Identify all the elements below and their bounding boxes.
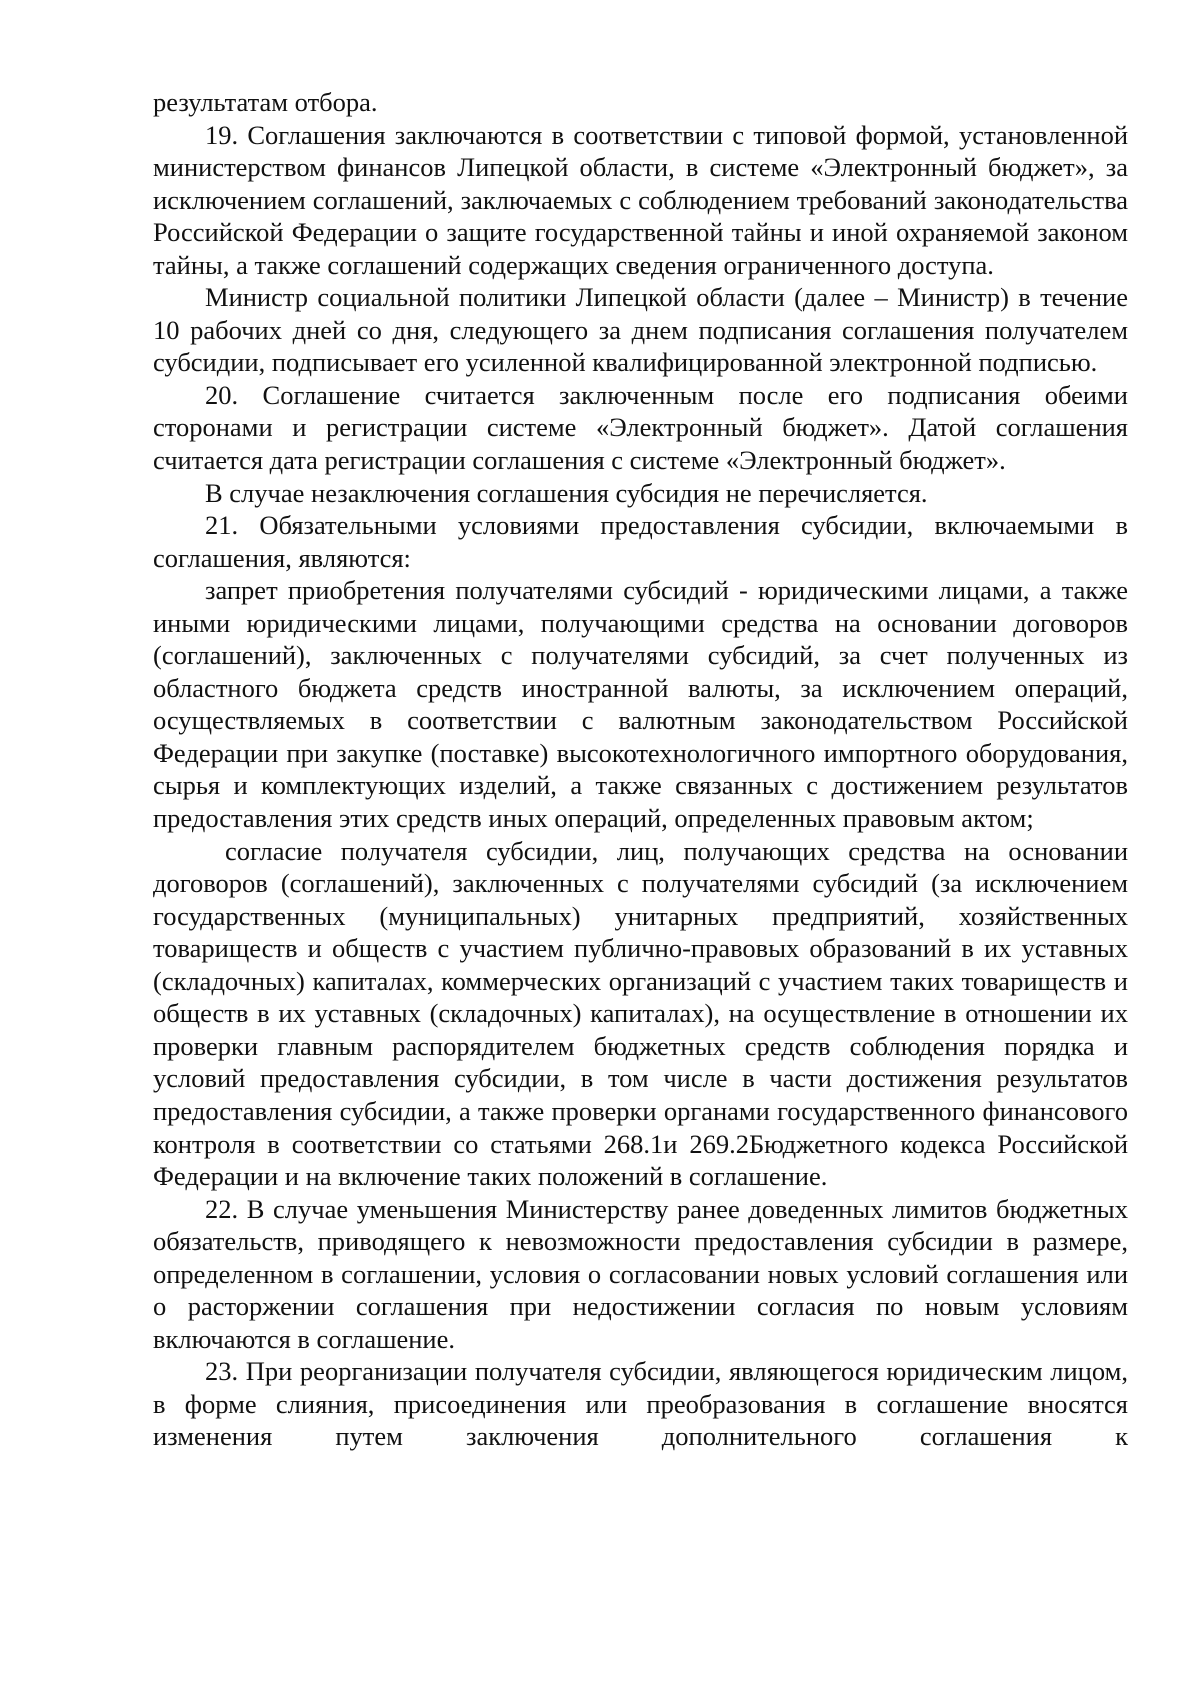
paragraph-22: 22. В случае уменьшения Министерству ранее доведенных лимитов бюджетных обязательств, приводящего к невозможности предоставления субсидии в размере, определенном в соглашении, условия о согласовании новых условий соглашения или о расторжении соглашения при недостижении согласия по новым условиям включаются в соглашение. <box>153 1193 1128 1354</box>
paragraph-consent: согласие получателя субсидии, лиц, получающих средства на основании договоров (соглашений), заключенных с получателями субсидий (за исключением государственных (муниципальных) унитарных предприятий, хозяйственных товариществ и обществ с участием публично-правовых образований в их уставных (складочных) капиталах, коммерческих организаций с участием таких товариществ и обществ в их уставных (складочных) капиталах), на осуществление в отношении их проверки главным распорядителем бюджетных средств соблюдения порядка и условий предоставления субсидии, в том числе в части достижения результатов предоставления субсидии, а также проверки органами государственного финансового контроля в соответствии со статьями 268.1и 269.2Бюджетного кодекса Российской Федерации и на включение таких положений в соглашение. <box>153 835 1128 1192</box>
paragraph-minister: Министр социальной политики Липецкой области (далее – Министр) в течение 10 рабочих дней со дня, следующего за днем подписания соглашения получателем субсидии, подписывает его усиленной квалифицированной электронной подписью. <box>153 282 1128 378</box>
paragraph-continuation: результатам отбора. <box>153 87 378 117</box>
paragraph-non-conclusion: В случае незаключения соглашения субсидия не перечисляется. <box>205 477 928 508</box>
paragraph-21: 21. Обязательными условиями предоставления субсидии, включаемыми в соглашения, являются: <box>153 510 1128 573</box>
document-body <box>153 86 1128 1453</box>
paragraph-19: 19. Соглашения заключаются в соответствии с типовой формой, установленной министерством финансов Липецкой области, в системе «Электронный бюджет», за исключением соглашений, заключаемых с соблюдением требований законодательства Российской Федерации о защите государственной тайны и иной охраняемой законом тайны, а также соглашений содержащих сведения ограниченного доступа. <box>153 119 1128 280</box>
paragraph-23: 23. При реорганизации получателя субсидии, являющегося юридическим лицом, в форме слияния, присоединения или преобразования в соглашение вносятся изменения путем заключения дополнительного соглашения к <box>153 1356 1128 1452</box>
paragraph-currency-ban: запрет приобретения получателями субсидий - юридическими лицами, а также иными юридическими лицами, получающими средства на основании договоров (соглашений), заключенных с получателями субсидий, за счет полученных из областного бюджета средств иностранной валюты, за исключением операций, осуществляемых в соответствии с валютным законодательством Российской Федерации при закупке (поставке) высокотехнологичного импортного оборудования, сырья и комплектующих изделий, а также связанных с достижением результатов предоставления этих средств иных операций, определенных правовым актом; <box>153 575 1128 834</box>
paragraph-20: 20. Соглашение считается заключенным после его подписания обеими сторонами и регистрации системе «Электронный бюджет». Датой соглашения считается дата регистрации соглашения с системе «Электронный бюджет». <box>153 379 1128 476</box>
